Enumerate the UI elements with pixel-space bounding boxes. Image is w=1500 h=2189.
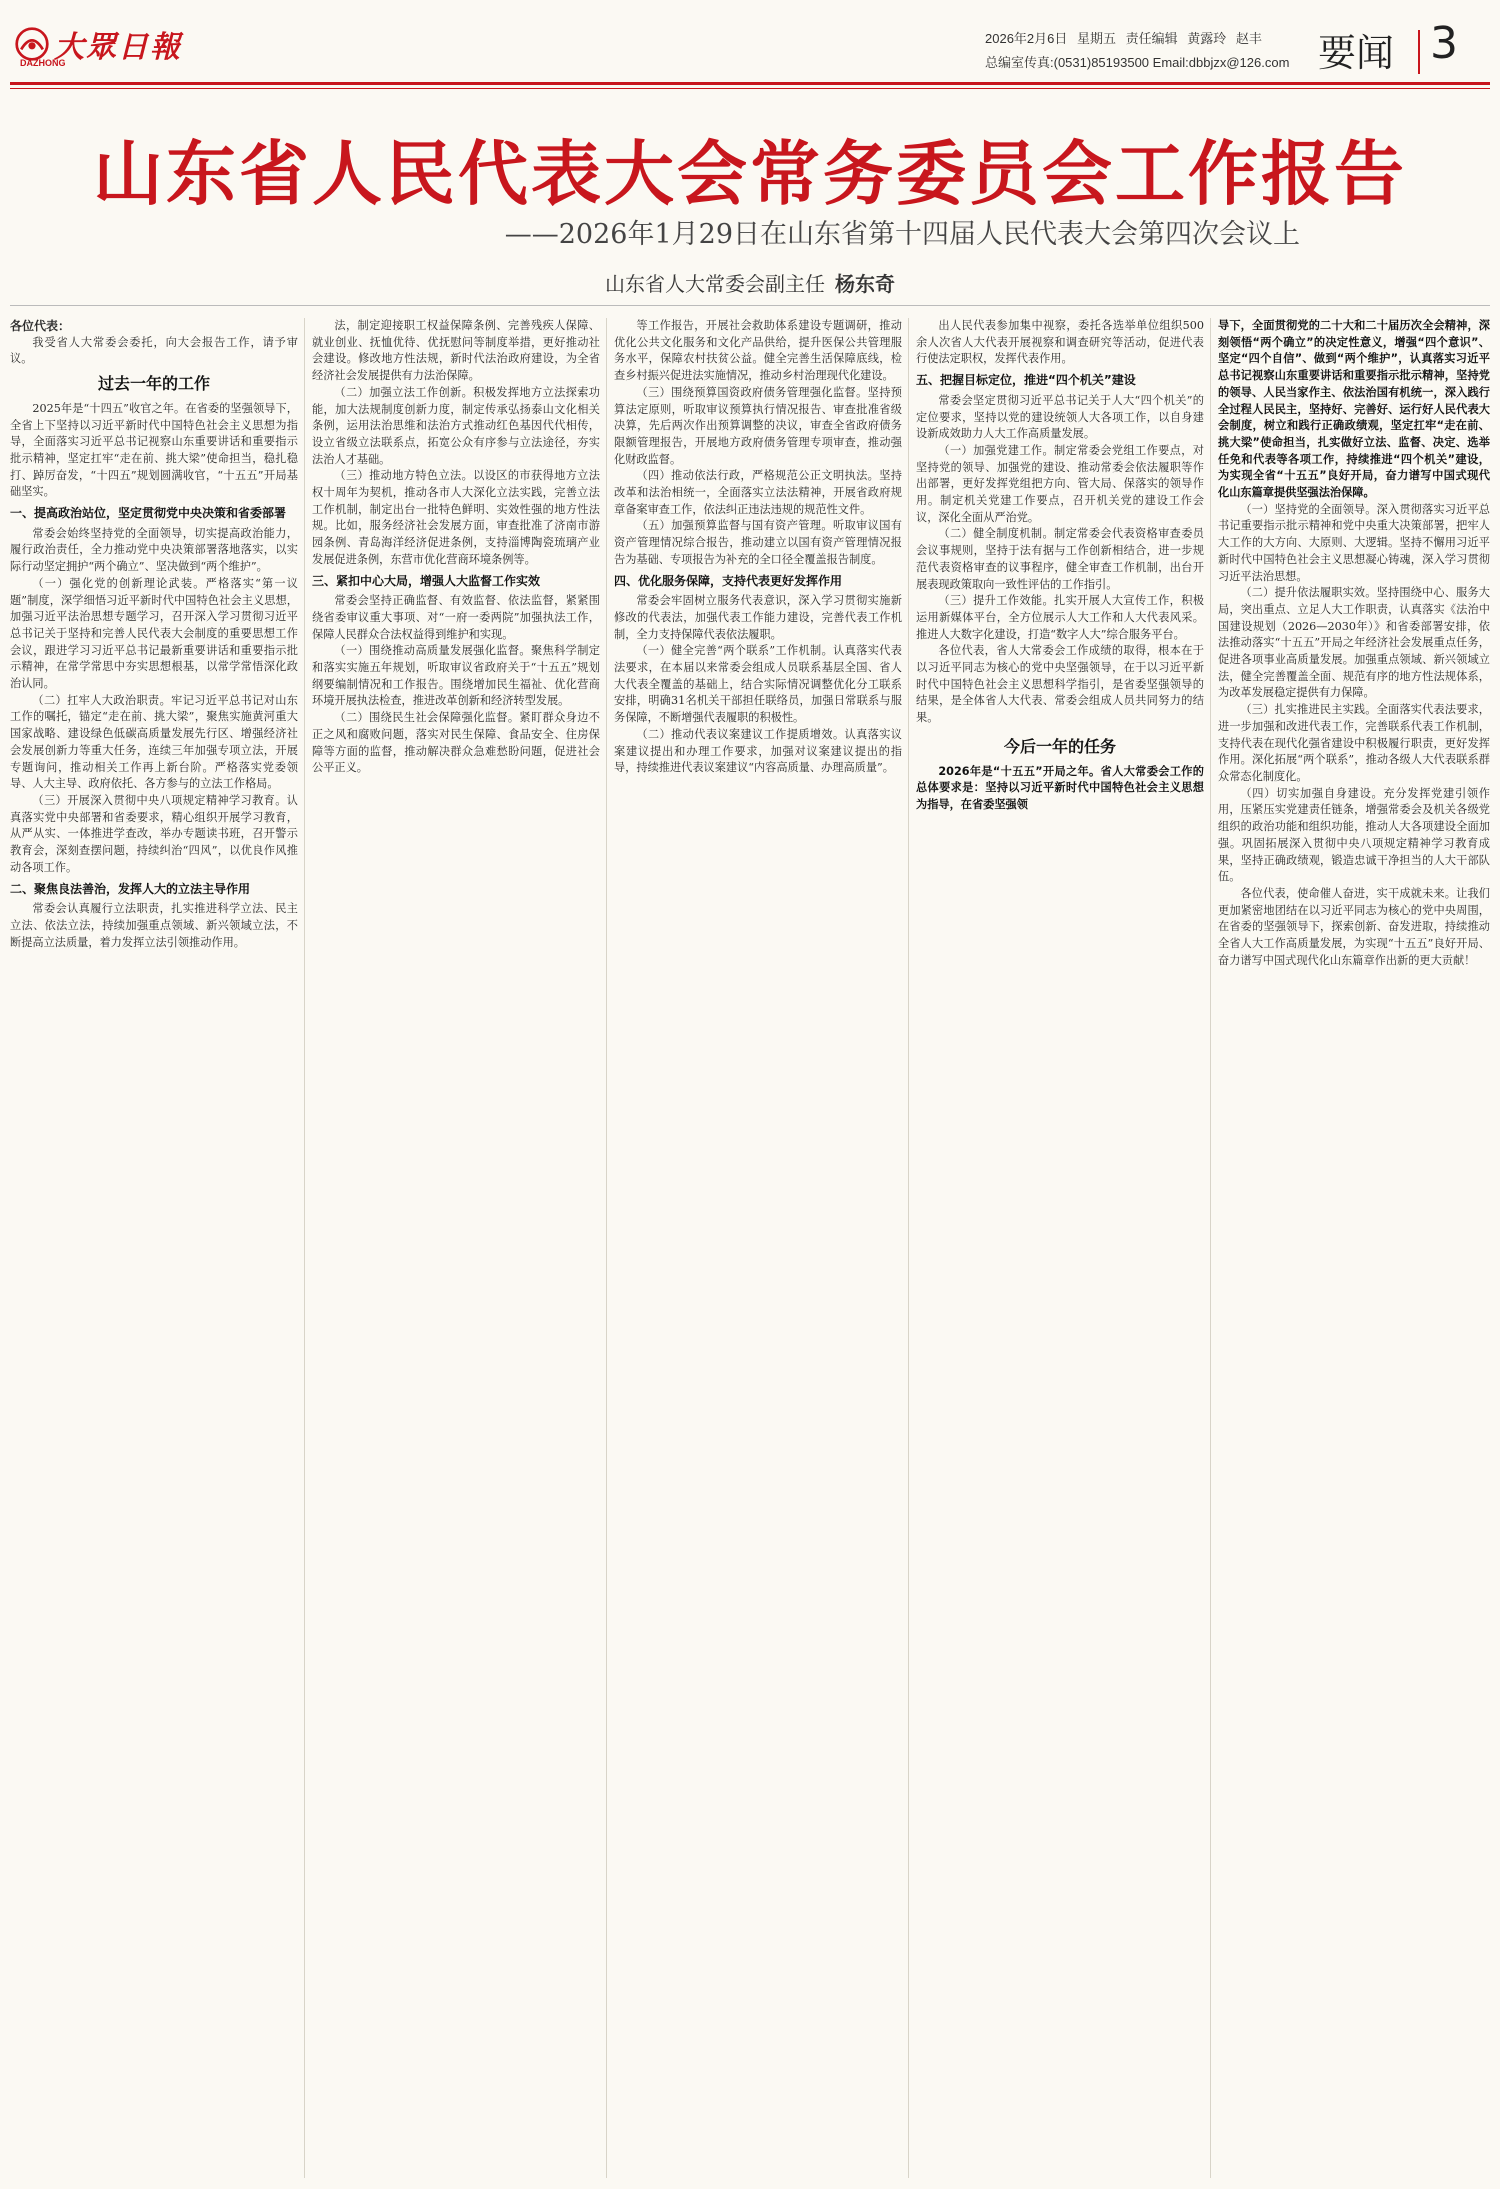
subsection-heading: 一、提高政治站位，坚定贯彻党中央决策和省委部署 (10, 506, 287, 521)
paragraph: （二）加强立法工作创新。积极发挥地方立法探索功能，加大法规制度创新力度，制定传承弘扬泰山文化相关条例，运用法治思维和法治方式推动红色基因代代相传，设立省级立法联系点，拓宽公众有序参与立法途径，夯实法治人才基础。 (312, 385, 600, 466)
section-heading: 今后一年的任务 (1003, 736, 1116, 756)
byline-role: 山东省人大常委会副主任 (605, 272, 825, 296)
paragraph: （四）切实加强自身建设。充分发挥党建引领作用，压紧压实党建责任链条，增强常委会及机关各级党组织的政治功能和组织功能，推动人大各项建设全面加强。巩固拓展深入贯彻中央八项规定精神学习教育成果，坚持正确政绩观，锻造忠诚干净担当的人大干部队伍。 (1218, 786, 1490, 884)
masthead-rule-thin (10, 88, 1490, 89)
paragraph: 法，制定迎接职工权益保障条例、完善残疾人保障、就业创业、抚恤优待、优抚慰问等制度举措，更好推动社会建设。修改地方性法规，新时代法治政府建设，为全省经济社会发展提供有力法治保障。 (312, 319, 600, 383)
paragraph: （三）提升工作效能。扎实开展人大宣传工作，积极运用新媒体平台，全方位展示人大工作和人大代表风采。推进人大数字化建设，打造“数字人大”综合服务平台。 (916, 594, 1204, 641)
paragraph: 各位代表，使命催人奋进，实干成就未来。让我们更加紧密地团结在以习近平同志为核心的党中央周围，在省委的坚强领导下，探索创新、奋发进取，持续推动全省人大工作高质量发展，为实现“十五五”良好开局、奋力谱写中国式现代化山东篇章作出新的更大贡献！ (1218, 886, 1490, 967)
paragraph: （三）推动地方特色立法。以设区的市获得地方立法权十周年为契机，推动各市人大深化立法实践，完善立法工作机制，制定出台一批特色鲜明、实效性强的地方性法规。比如，服务经济社会发展方面，审查批准了济南市游园条例、青岛海洋经济促进条例，支持淄博陶瓷琉璃产业发展促进条例，东营市优化营商环境条例等。 (312, 469, 600, 566)
column-divider (1210, 318, 1211, 2178)
paragraph: 2026年是“十五五”开局之年。省人大常委会工作的总体要求是：坚持以习近平新时代中国特色社会主义思想为指导，在省委坚强领 (916, 764, 1204, 811)
article-headline: 山东省人民代表大会常务委员会工作报告 (93, 133, 1407, 215)
article-byline (0, 268, 1500, 297)
paragraph: 等工作报告，开展社会救助体系建设专题调研，推动优化公共文化服务和文化产品供给，提升医保公共管理服务水平，保障农村扶贫公益。健全完善生活保障底线，检查乡村振兴促进法实施情况，推动乡村治理现代化建设。 (614, 319, 902, 383)
page-separator (1418, 30, 1420, 74)
editor-label: 责任编辑 (1125, 31, 1178, 46)
column-divider (606, 318, 607, 2178)
section-name: 要闻 (1318, 31, 1395, 75)
paragraph: （四）推动依法行政，严格规范公正文明执法。坚持改革和法治相统一，全面落实立法法精神，开展省政府规章备案审查工作，依法纠正违法违规的规范性文件。 (614, 469, 902, 516)
subsection-heading: 四、优化服务保障，支持代表更好发挥作用 (614, 573, 843, 588)
article-column-4 (916, 318, 1204, 814)
paragraph: 常委会坚定贯彻习近平总书记关于人大“四个机关”的定位要求，坚持以党的建设统领人大各项工作，以自身建设新成效助力人大工作高质量发展。 (916, 393, 1204, 441)
paragraph: 常委会牢固树立服务代表意识，深入学习贯彻实施新修改的代表法，加强代表工作能力建设，完善代表工作机制，全力支持保障代表依法履职。 (614, 594, 902, 641)
paragraph: （五）加强预算监督与国有资产管理。听取审议国有资产管理情况综合报告，推动建立以国有资产管理情况报告为基础、专项报告为补充的全口径全覆盖报告制度。 (614, 519, 902, 566)
salutation: 各位代表： (10, 319, 71, 333)
subsection-heading: 三、紧扣中心大局，增强人大监督工作实效 (312, 573, 541, 588)
paragraph: （二）提升依法履职实效。坚持围绕中心、服务大局，突出重点、立足人大工作职责，认真落实《法治中国建设规划（2026—2030年）》和省委部署安排，依法推动落实“十五五”开局之年经济社会发展重点任务，促进各项事业高质量发展。加强重点领域、新兴领域立法，健全完善覆盖全面、规范有序的地方性法规体系，为改革发展稳定提供有力保障。 (1218, 586, 1490, 700)
header-divider (10, 305, 1490, 306)
paragraph: （二）健全制度机制。制定常委会代表资格审查委员会议事规则，坚持于法有据与工作创新相结合，进一步规范代表资格审查的议事程序，健全审查工作机制，出台开展表现政策取向一致性评估的工作指引。 (916, 527, 1204, 591)
paragraph: 出人民代表参加集中视察，委托各选举单位组织500余人次省人大代表开展视察和调查研究等活动，促进代表行使法定职权，发挥代表作用。 (916, 319, 1204, 366)
contact-line: 总编室传真:(0531)85193500 Email:dbbjzx@126.com (985, 55, 1290, 70)
paragraph: 各位代表，省人大常委会工作成绩的取得，根本在于以习近平同志为核心的党中央坚强领导，在于以习近平新时代中国特色社会主义思想科学指引，是省委坚强领导的结果，是全体省人大代表、常委会组成人员共同努力的结果。 (916, 644, 1204, 725)
masthead-rule (10, 82, 1490, 85)
column-divider (304, 318, 305, 2178)
logo-emblem-icon (14, 26, 50, 62)
paragraph: 常委会坚持正确监督、有效监督、依法监督，紧紧围绕省委审议重大事项、对“一府一委两院”加强执法工作，保障人民群众合法权益得到维护和实现。 (312, 594, 600, 641)
masthead (0, 0, 1500, 100)
paragraph: 导下，全面贯彻党的二十大和二十届历次全会精神，深刻领悟“两个确立”的决定性意义，增强“四个意识”、坚定“四个自信”、做到“两个维护”，认真落实习近平总书记视察山东重要讲话和重要指示批示精神，坚持党的领导、人民当家作主、依法治国有机统一，深入践行全过程人民民主，坚持好、完善好、运行好人民代表大会制度，树立和践行正确政绩观，坚定扛牢“走在前、挑大梁”使命担当，扎实做好立法、监督、决定、选举任免和代表等各项工作，持续推进“四个机关”建设，为实现全省“十五五”良好开局，奋力谱写中国式现代化山东篇章提供坚强法治保障。 (1218, 319, 1490, 500)
paragraph: （三）围绕预算国资政府债务管理强化监督。坚持预算法定原则，听取审议预算执行情况报告、审查批准省级决算，先后两次作出预算调整的决议，审查全省政府债务限额管理报告，开展地方政府债务管理专项审查，推动强化财政监督。 (614, 385, 902, 466)
paragraph: （二）推动代表议案建议工作提质增效。认真落实议案建议提出和办理工作要求，加强对议案建议提出的指导，持续推进代表议案建议“内容高质量、办理高质量”。 (614, 727, 902, 775)
paragraph: （三）扎实推进民主实践。全面落实代表法要求，进一步加强和改进代表工作，完善联系代表工作机制，支持代表在现代化强省建设中积极履行职责，更好发挥作用。深化拓展“两个联系”，推动各级人大代表联系群众常态化制度化。 (1218, 703, 1490, 783)
article-column-1 (10, 318, 298, 951)
paragraph: （三）开展深入贯彻中央八项规定精神学习教育。认真落实党中央部署和省委要求，精心组织开展学习教育，从严从实、一体推进学查改，举办专题读书班，召开警示教育会，深刻查摆问题，持续纠治“四风”，以优良作风推动各项工作。 (10, 793, 298, 874)
paragraph: 2025年是“十四五”收官之年。在省委的坚强领导下，全省上下坚持以习近平新时代中国特色社会主义思想为指导，全面落实习近平总书记视察山东重要讲话和重要指示批示精神，坚定扛牢“走在前、挑大梁”使命担当，稳扎稳打、踔厉奋发，“十四五”规划圆满收官，“十五五”开局基础坚实。 (10, 401, 298, 499)
paragraph: （二）围绕民生社会保障强化监督。紧盯群众身边不正之风和腐败问题，落实对民生保障、食品安全、住房保障等方面的监督，推动解决群众急难愁盼问题，促进社会公平正义。 (312, 711, 600, 775)
editor-names: 黄露玲 赵丰 (1187, 31, 1262, 46)
page-number: 3 (1430, 18, 1458, 69)
paragraph: （一）强化党的创新理论武装。严格落实“第一议题”制度，深学细悟习近平新时代中国特色社会主义思想，加强习近平法治思想专题学习，召开深入学习贯彻习近平总书记关于坚持和完善人民代表大会制度的重要思想工作会议，跟进学习习近平总书记最新重要讲话和重要指示批示精神，在常学常思中夯实思想根基，以常学常悟深化政治认同。 (10, 576, 298, 691)
issue-date: 2026年2月6日 (985, 31, 1068, 46)
subsection-heading: 二、聚焦良法善治，发挥人大的立法主导作用 (10, 881, 251, 896)
paragraph: 我受省人大常委会委托，向大会报告工作，请予审议。 (10, 335, 298, 366)
issue-meta (985, 28, 1262, 47)
paragraph: 常委会始终坚持党的全面领导，切实提高政治能力，履行政治责任，全力推动党中央决策部署落地落实，以实际行动坚定拥护“两个确立”、坚决做到“两个维护”。 (10, 526, 298, 574)
article-subheadline: ——2026年1月29日在山东省第十四届人民代表大会第四次会议上 (504, 219, 1300, 250)
subsection-heading: 五、把握目标定位，推进“四个机关”建设 (916, 373, 1136, 388)
article-column-5 (1218, 318, 1490, 969)
paragraph: （一）健全完善“两个联系”工作机制。认真落实代表法要求，在本届以来常委会组成人员联系基层全国、省人大代表全覆盖的基础上，结合实际情况调整优化分工联系安排，明确31名机关干部担任联络员，加强日常联系与服务保障，不断增强代表履职的积极性。 (614, 644, 902, 725)
byline-name: 杨东奇 (835, 272, 895, 296)
article-column-2 (312, 318, 600, 777)
paragraph: 常委会认真履行立法职责，扎实推进科学立法、民主立法、依法立法，持续加强重点领域、新兴领域立法，不断提高立法质量，着力发挥立法引领推动作用。 (10, 902, 298, 949)
logo-text: 大眾日報 (54, 30, 182, 65)
paragraph: （一）加强党建工作。制定常委会党组工作要点，对坚持党的领导、加强党的建设、推动常委会依法履职等作出部署，更好发挥党组把方向、管大局、保落实的领导作用。制定机关党建工作要点，召开机关党的建设工作会议，深化全面从严治党。 (916, 443, 1204, 524)
paragraph: （一）坚持党的全面领导。深入贯彻落实习近平总书记重要指示批示精神和党中央重大决策部署，把牢人大工作的大方向、大原则、大逻辑。坚持不懈用习近平新时代中国特色社会主义思想凝心铸魂，深入学习贯彻习近平法治思想。 (1218, 502, 1490, 583)
section-heading: 过去一年的工作 (97, 374, 210, 394)
issue-weekday: 星期五 (1077, 31, 1117, 46)
paragraph: （一）围绕推动高质量发展强化监督。聚焦科学制定和落实实施五年规划，听取审议省政府关于“十五五”规划纲要编制情况和工作报告。围绕增加民生福祉、优化营商环境开展执法检查，推进改革创新和经济转型发展。 (312, 644, 600, 708)
logo-sub: DAZHONG (20, 58, 66, 68)
paragraph: （二）扛牢人大政治职责。牢记习近平总书记对山东工作的嘱托，锚定“走在前、挑大梁”，聚焦实施黄河重大国家战略、建设绿色低碳高质量发展先行区、增强经济社会发展创新力等重大任务，连续三年加强专项立法，开展专题询问，推动相关工作再上新台阶。严格落实党委领导、人大主导、政府依托、各方参与的立法工作格局。 (10, 693, 298, 791)
column-divider (908, 318, 909, 2178)
article-column-3 (614, 318, 902, 777)
